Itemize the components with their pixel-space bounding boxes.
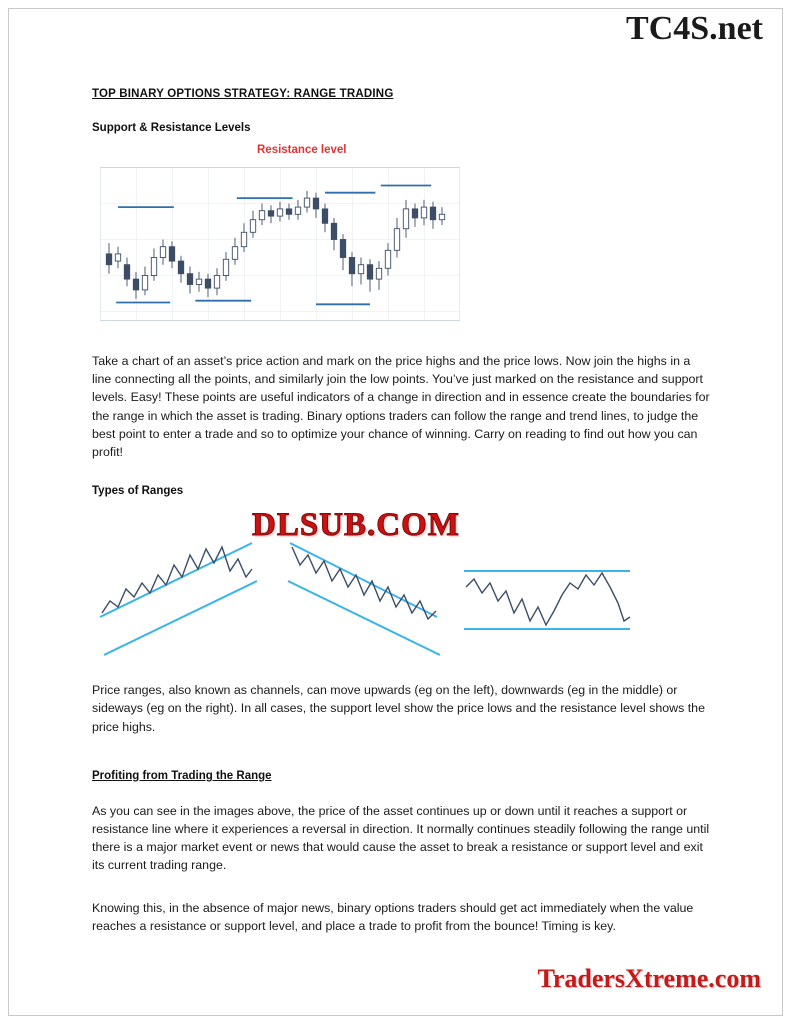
site-watermark-bottom: TradersXtreme.com	[537, 964, 761, 993]
channel-sideways	[464, 571, 630, 629]
paragraph-profiting-2: Knowing this, in the absence of major news, binary options traders should get act immediately when the value reaches a resistance or support level, and place a trade to profit from the bounce! Timing is key.	[92, 900, 694, 933]
section-heading-profiting: Profiting from Trading the Range	[92, 769, 272, 782]
channel-upward	[100, 543, 257, 655]
range-types-figure	[92, 507, 712, 667]
range-types-svg	[92, 525, 712, 665]
candlestick-chart-figure	[92, 144, 712, 334]
paragraph-support-resistance: Take a chart of an asset’s price action and mark on the price highs and the price lows. Now join the highs in a line connecting all the points, and similarly join the low points. You’ve just marked on the resistance and support levels. Easy! These points are useful indicators of a change in direction and in essence create the boundaries for the range in which the asset is trading. Binary options traders can follow the range and trend lines, to judge the best point to enter a trade and so to optimize your chance of winning. Carry on reading to find out how you can profit!	[92, 354, 710, 460]
section-heading-support-resistance: Support & Resistance Levels	[92, 122, 251, 134]
paragraph-types-of-ranges: Price ranges, also known as channels, can move upwards (eg on the left), downwards (eg in the middle) or sideways (eg on the right). In all cases, the support level show the price lows and the resistance level shows the price highs.	[92, 683, 705, 734]
resistance-level-label: Resistance level	[257, 144, 347, 156]
page-title: TOP BINARY OPTIONS STRATEGY: RANGE TRADING	[92, 88, 394, 100]
paragraph-profiting-1: As you can see in the images above, the price of the asset continues up or down until it reaches a support or resistance line where it experiences a reversal in direction. It normally continues steadily following the range until there is a major market event or news that would cause the asset to break a resistance or support level and exit its current trading range.	[92, 803, 710, 873]
candlestick-chart-svg	[100, 164, 460, 324]
document-content	[92, 88, 712, 949]
overlay-watermark: DLSUB.COM	[252, 507, 460, 544]
channel-downward	[288, 543, 440, 655]
site-watermark-top: TC4S.net	[626, 10, 763, 47]
section-heading-types-of-ranges: Types of Ranges	[92, 485, 184, 498]
